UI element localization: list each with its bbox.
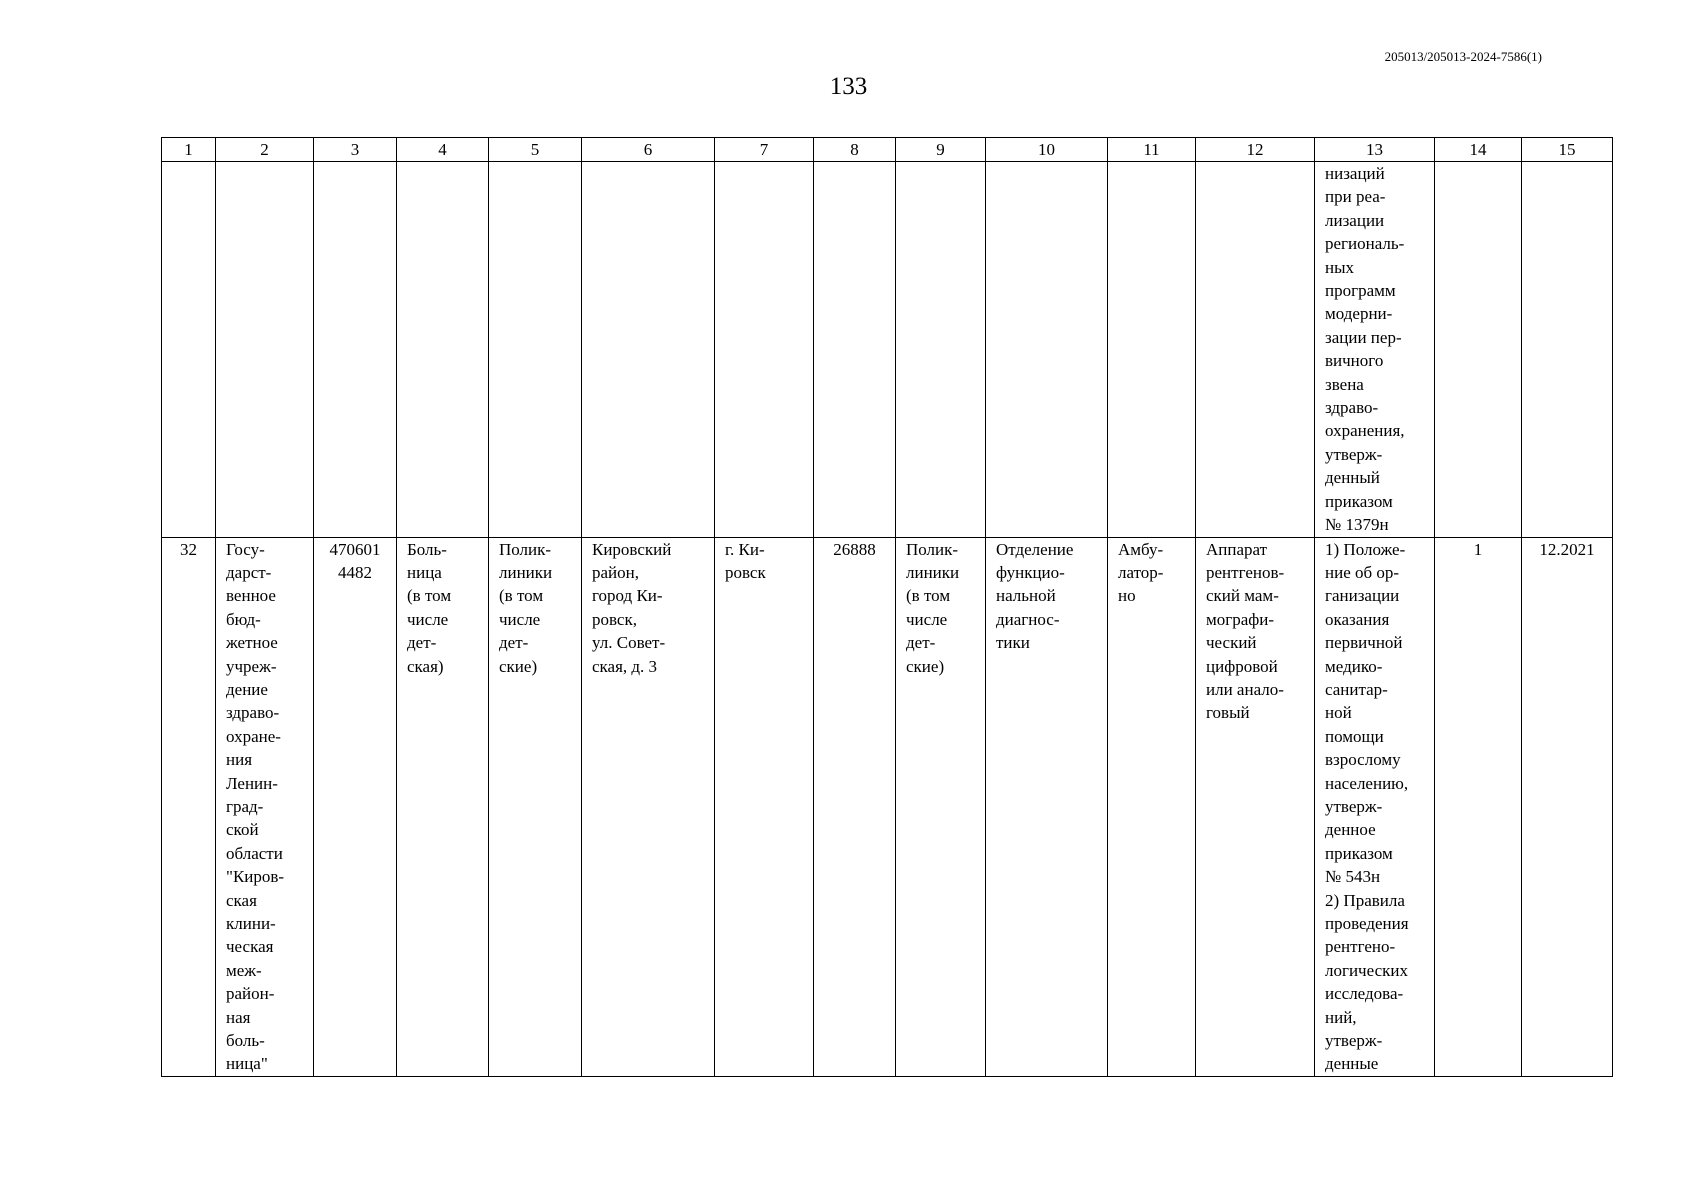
population-cell: 26888: [814, 537, 896, 1076]
column-header: 14: [1435, 138, 1522, 162]
column-header: 10: [986, 138, 1108, 162]
table-cell: [314, 162, 397, 538]
row-number-cell: 32: [162, 537, 216, 1076]
table-cell: [489, 162, 582, 538]
quantity-cell: 1: [1435, 537, 1522, 1076]
care-conditions-cell: Амбу- латор- но: [1108, 537, 1196, 1076]
address-cell: Кировский район, город Ки- ровск, ул. Совет- ская, д. 3: [582, 537, 715, 1076]
inn-cell: 470601 4482: [314, 537, 397, 1076]
regulation-cell: 1) Положе- ние об ор- ганизации оказания первичной медико- санитар- ной помощи взрослому населению, утверж- денное приказом № 543н 2) Правила проведения рентгено- логических исследова- ний, утверж- денные: [1315, 537, 1435, 1076]
column-number-row: [162, 138, 1613, 162]
table-cell: [896, 162, 986, 538]
column-header: 9: [896, 138, 986, 162]
date-cell: 12.2021: [1522, 537, 1613, 1076]
data-table: [161, 137, 1613, 1077]
table-row: [162, 537, 1613, 1076]
organization-name-cell: Госу- дарст- венное бюд- жетное учреж- дение здраво- охране- ния Ленин- град- ской области "Киров- ская клини- ческая меж- район- ная боль- ница": [216, 537, 314, 1076]
column-header: 12: [1196, 138, 1315, 162]
settlement-cell: г. Ки- ровск: [715, 537, 814, 1076]
equipment-cell: Аппарат рентгенов- ский мам- мографи- ческий цифровой или анало- говый: [1196, 537, 1315, 1076]
column-header: 3: [314, 138, 397, 162]
column-header: 7: [715, 138, 814, 162]
table-cell: [397, 162, 489, 538]
column-header: 2: [216, 138, 314, 162]
column-header: 6: [582, 138, 715, 162]
column-header: 1: [162, 138, 216, 162]
table-cell: [814, 162, 896, 538]
table-cell: [162, 162, 216, 538]
column-header: 13: [1315, 138, 1435, 162]
column-header: 11: [1108, 138, 1196, 162]
table-cell: [1108, 162, 1196, 538]
subdivision-type-cell: Полик- линики (в том числе дет- ские): [896, 537, 986, 1076]
unit-type-cell: Полик- линики (в том числе дет- ские): [489, 537, 582, 1076]
table-cell: [1196, 162, 1315, 538]
regulation-cell: низаций при реа- лизации региональ- ных программ модерни- зации пер- вичного звена здраво- охранения, утверж- денный приказом № 1379н: [1315, 162, 1435, 538]
table-cell: [1522, 162, 1613, 538]
table-cell: [216, 162, 314, 538]
column-header: 8: [814, 138, 896, 162]
table-row-continuation: [162, 162, 1613, 538]
page-number: 133: [829, 73, 868, 100]
institution-type-cell: Боль- ница (в том числе дет- ская): [397, 537, 489, 1076]
department-cell: Отделение функцио- нальной диагнос- тики: [986, 537, 1108, 1076]
column-header: 15: [1522, 138, 1613, 162]
table-cell: [715, 162, 814, 538]
table-cell: [986, 162, 1108, 538]
column-header: 5: [489, 138, 582, 162]
column-header: 4: [397, 138, 489, 162]
table-cell: [582, 162, 715, 538]
table-cell: [1435, 162, 1522, 538]
document-id: 205013/205013-2024-7586(1): [1384, 49, 1542, 64]
